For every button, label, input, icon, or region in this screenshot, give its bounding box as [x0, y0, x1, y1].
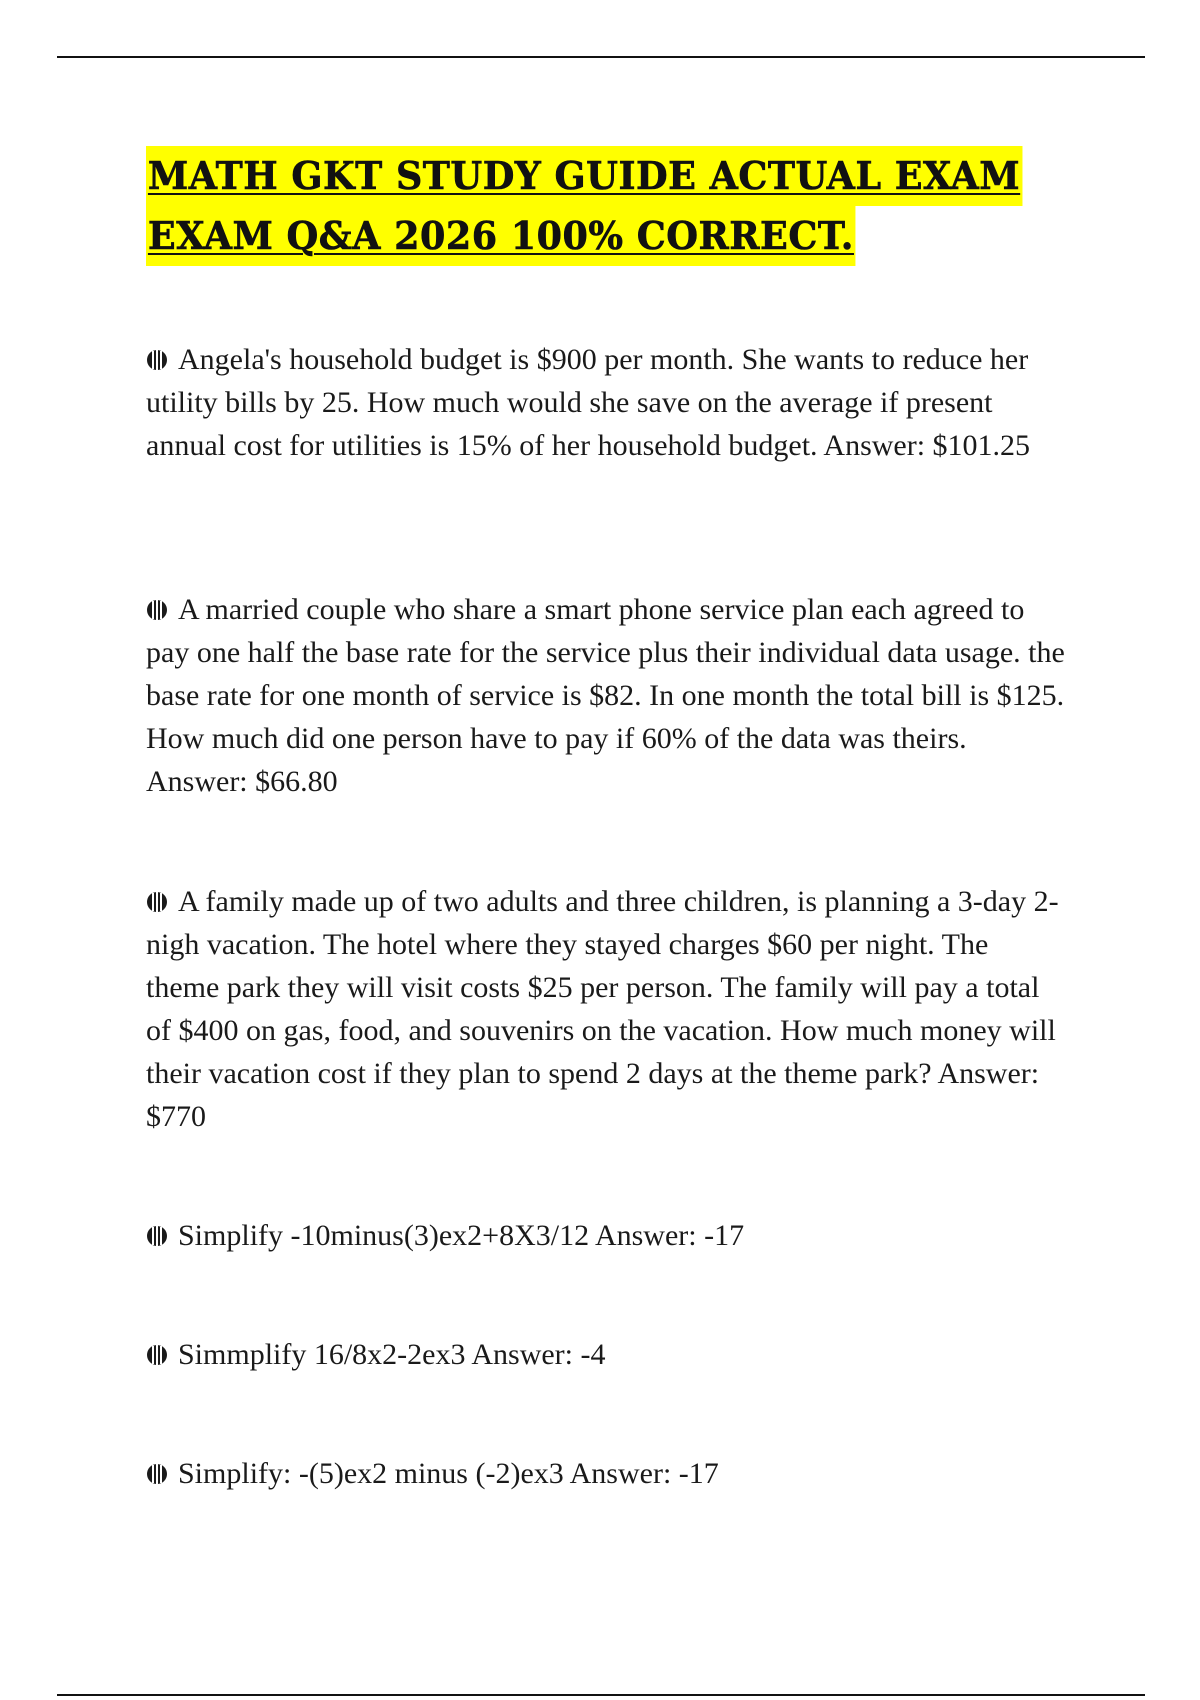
title-line-2: EXAM Q&A 2026 100% CORRECT.: [146, 206, 856, 266]
striped-circle-bullet-icon: [146, 349, 168, 371]
document-title: [146, 146, 1021, 266]
question-text: Simmplify 16/8x2-2ex3: [178, 1338, 466, 1371]
top-rule: [57, 56, 1145, 58]
striped-circle-bullet-icon: [146, 891, 168, 913]
answer-text: Answer: -17: [594, 1219, 745, 1252]
answer-text: Answer: $101.25: [823, 429, 1031, 462]
qa-item: [146, 338, 1066, 467]
answer-text: Answer: $770: [146, 1057, 1040, 1133]
qa-item: [146, 1452, 1066, 1495]
qa-item: [146, 1333, 1066, 1376]
answer-text: Answer: $66.80: [146, 765, 338, 798]
answer-text: Answer: -17: [569, 1457, 719, 1490]
striped-circle-bullet-icon: [146, 1225, 168, 1247]
qa-item: [146, 1214, 1066, 1257]
striped-circle-bullet-icon: [146, 1463, 168, 1485]
question-text: Simplify -10minus(3)ex2+8X3/12: [178, 1219, 590, 1252]
question-text: A married couple who share a smart phone service plan each agreed to pay one half the base rate for the service plus their individual data usage. the base rate for one month of service is $82. In one month the total bill is $125. How much did one person have to pay if 60% of the data was theirs.: [146, 593, 1065, 755]
qa-item: [146, 588, 1066, 803]
qa-item: [146, 880, 1066, 1138]
question-text: Simplify: -(5)ex2 minus (-2)ex3: [178, 1457, 564, 1490]
question-text: Angela's household budget is $900 per month. She wants to reduce her utility bills by 25. How much would she save on the average if present annual cost for utilities is 15% of her household budget.: [146, 343, 1029, 462]
answer-text: Answer: -4: [471, 1338, 606, 1371]
question-text: A family made up of two adults and three children, is planning a 3-day 2-nigh vacation. The hotel where they stayed charges $60 per night. The theme park they will visit costs $25 per person. The family will pay a total of $400 on gas, food, and souvenirs on the vacation. How much money will their vacation cost if they plan to spend 2 days at the theme park?: [146, 885, 1059, 1090]
striped-circle-bullet-icon: [146, 599, 168, 621]
bottom-rule: [57, 1694, 1145, 1696]
title-line-1: MATH GKT STUDY GUIDE ACTUAL EXAM: [146, 146, 1022, 206]
striped-circle-bullet-icon: [146, 1344, 168, 1366]
